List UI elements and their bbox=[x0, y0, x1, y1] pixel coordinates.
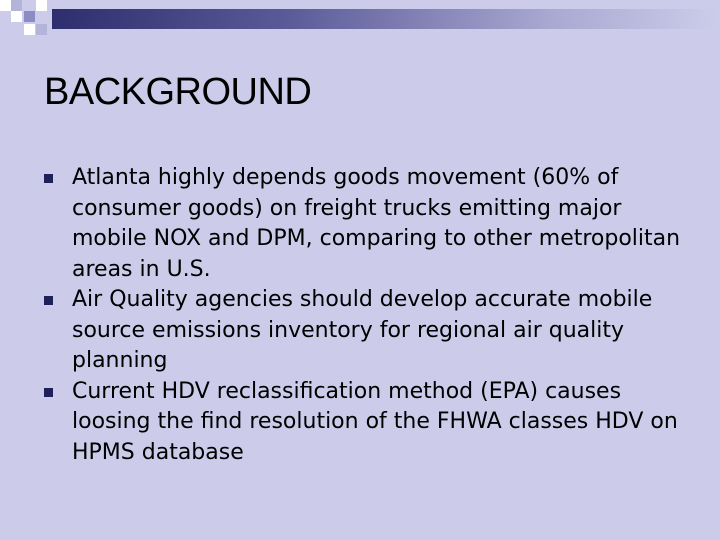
bullet-text: Atlanta highly depends goods movement (60% of consumer goods) on freight trucks emitting major mobile NOX and DPM, comparing to other metropolitan areas in U.S. bbox=[72, 165, 681, 282]
decor-square bbox=[11, 11, 22, 22]
bullet-text: Current HDV reclassification method (EPA) causes loosing the find resolution of the FHWA classes HDV on HPMS database bbox=[72, 378, 678, 465]
header-gradient-bar bbox=[52, 9, 720, 29]
bullet-list bbox=[44, 163, 684, 468]
square-bullet-icon bbox=[44, 296, 53, 305]
decor-square bbox=[36, 0, 47, 11]
decor-square bbox=[11, 0, 22, 11]
square-bullet-icon bbox=[44, 388, 53, 397]
bullet-item bbox=[44, 163, 684, 285]
slide-title: BACKGROUND bbox=[44, 71, 312, 113]
decor-square bbox=[24, 11, 35, 22]
bullet-text: Air Quality agencies should develop accurate mobile source emissions inventory for regional air quality planning bbox=[72, 287, 653, 373]
square-bullet-icon bbox=[44, 174, 53, 183]
decor-square bbox=[24, 24, 35, 35]
decor-square bbox=[36, 24, 47, 35]
bullet-item bbox=[44, 377, 684, 469]
bullet-item bbox=[44, 285, 684, 377]
decor-square bbox=[0, 0, 11, 11]
